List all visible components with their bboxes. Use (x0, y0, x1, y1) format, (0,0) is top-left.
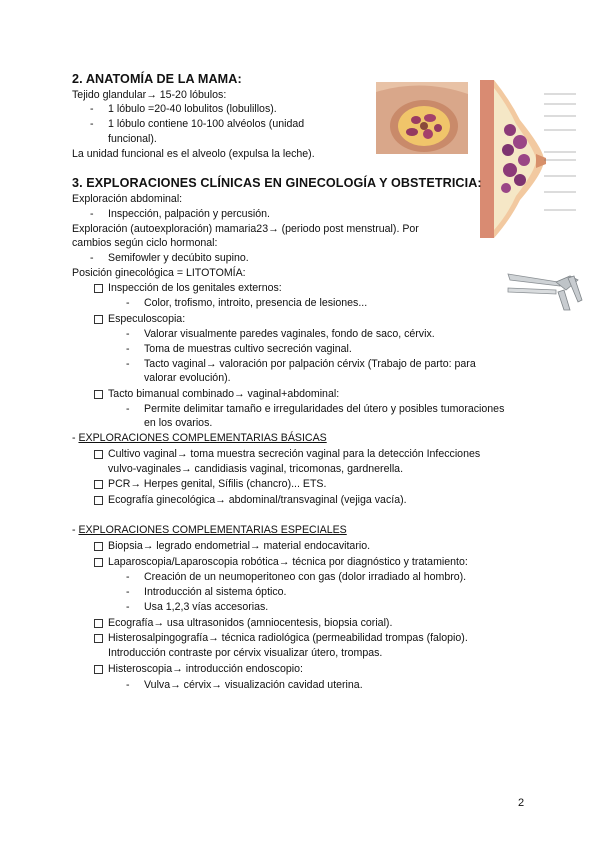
checkbox-label-cont: Introducción contraste por cérvix visualizar útero, trompas. (108, 647, 383, 659)
subsection-title: EXPLORACIONES COMPLEMENTARIAS BÁSICAS (78, 432, 327, 444)
checkbox[interactable] (94, 619, 103, 628)
checkbox-label: Biopsia→ legrado endometrial→ material endocavitario. (108, 540, 371, 552)
subsection-heading: - EXPLORACIONES COMPLEMENTARIAS BÁSICAS (72, 432, 327, 444)
text-line: cambios según ciclo hormonal: (72, 237, 218, 249)
bullet-item-cont: en los ovarios. (144, 417, 213, 429)
checkbox-label: Histeroscopia→ introducción endoscopio: (108, 663, 303, 675)
checkbox-label: Inspección de los genitales externos: (108, 282, 282, 294)
section-2-title: 2. ANATOMÍA DE LA MAMA: (72, 72, 242, 86)
checkbox[interactable] (94, 558, 103, 567)
checkbox[interactable] (94, 496, 103, 505)
bullet-item: - 1 lóbulo contiene 10-100 alvéolos (unidad (108, 117, 304, 131)
checkbox-label: Ecografía→ usa ultrasonidos (amniocentesis, biopsia corial). (108, 617, 393, 629)
checkbox[interactable] (94, 480, 103, 489)
checkbox-label: Tacto bimanual combinado→ vaginal+abdominal: (108, 388, 340, 400)
bullet-item: - Inspección, palpación y percusión. (108, 207, 270, 221)
text-line: La unidad funcional es el alveolo (expulsa la leche). (72, 148, 315, 160)
breast-cross-section-diagram (480, 80, 578, 238)
bullet-item: - Permite delimitar tamaño e irregularidades del útero y posibles tumoraciones (144, 402, 504, 416)
checkbox-label: Ecografía ginecológica→ abdominal/transvaginal (vejiga vacía). (108, 494, 407, 506)
bullet-item-cont: funcional). (108, 133, 157, 145)
checkbox-label: Laparoscopia/Laparoscopia robótica→ técnica por diagnóstico y tratamiento: (108, 556, 468, 568)
checkbox[interactable] (94, 315, 103, 324)
checkbox-label: Especuloscopia: (108, 313, 186, 325)
bullet-item: - Introducción al sistema óptico. (144, 585, 287, 599)
bullet-item-cont: valorar evolución). (144, 372, 231, 384)
checkbox[interactable] (94, 665, 103, 674)
checkbox[interactable] (94, 542, 103, 551)
text-line: Exploración abdominal: (72, 193, 183, 205)
text-line: Exploración (autoexploración) mamaria23→ (periodo post menstrual). Por (72, 223, 419, 235)
section-3-title: 3. EXPLORACIONES CLÍNICAS EN GINECOLOGÍA Y OBSTETRICIA: (72, 176, 482, 190)
text-line: Tejido glandular→ 15-20 lóbulos: (72, 89, 227, 101)
speculum-illustration (506, 266, 584, 312)
checkbox[interactable] (94, 634, 103, 643)
bullet-item: - Toma de muestras cultivo secreción vaginal. (144, 342, 352, 356)
bullet-item: - Valorar visualmente paredes vaginales, fondo de saco, cérvix. (144, 327, 435, 341)
page-number: 2 (518, 797, 525, 809)
bullet-item: - Semifowler y decúbito supino. (108, 251, 249, 265)
checkbox-label: Cultivo vaginal→ toma muestra secreción vaginal para la detección Infecciones (108, 448, 481, 460)
subsection-title: EXPLORACIONES COMPLEMENTARIAS ESPECIALES (78, 524, 347, 536)
checkbox-label: Histerosalpingografía→ técnica radiológica (permeabilidad trompas (falopio). (108, 632, 468, 644)
bullet-item: - Vulva→ cérvix→ visualización cavidad uterina. (144, 678, 363, 692)
checkbox-label-cont: vulvo-vaginales→ candidiasis vaginal, tricomonas, gardnerella. (108, 463, 404, 475)
text-line: Posición ginecológica = LITOTOMÍA: (72, 267, 246, 279)
bullet-item: - Color, trofismo, introito, presencia de lesiones... (144, 296, 367, 310)
breast-illustration (376, 82, 468, 154)
bullet-item: - 1 lóbulo =20-40 lobulitos (lobulillos). (108, 102, 277, 116)
subsection-heading: - EXPLORACIONES COMPLEMENTARIAS ESPECIALES (72, 524, 347, 536)
checkbox[interactable] (94, 450, 103, 459)
checkbox[interactable] (94, 284, 103, 293)
bullet-item: - Usa 1,2,3 vías accesorias. (144, 600, 268, 614)
checkbox[interactable] (94, 390, 103, 399)
bullet-item: - Tacto vaginal→ valoración por palpación cérvix (Trabajo de parto: para (144, 357, 476, 371)
bullet-item: - Creación de un neumoperitoneo con gas (dolor irradiado al hombro). (144, 570, 466, 584)
checkbox-label: PCR→ Herpes genital, Sífilis (chancro)... ETS. (108, 478, 327, 490)
